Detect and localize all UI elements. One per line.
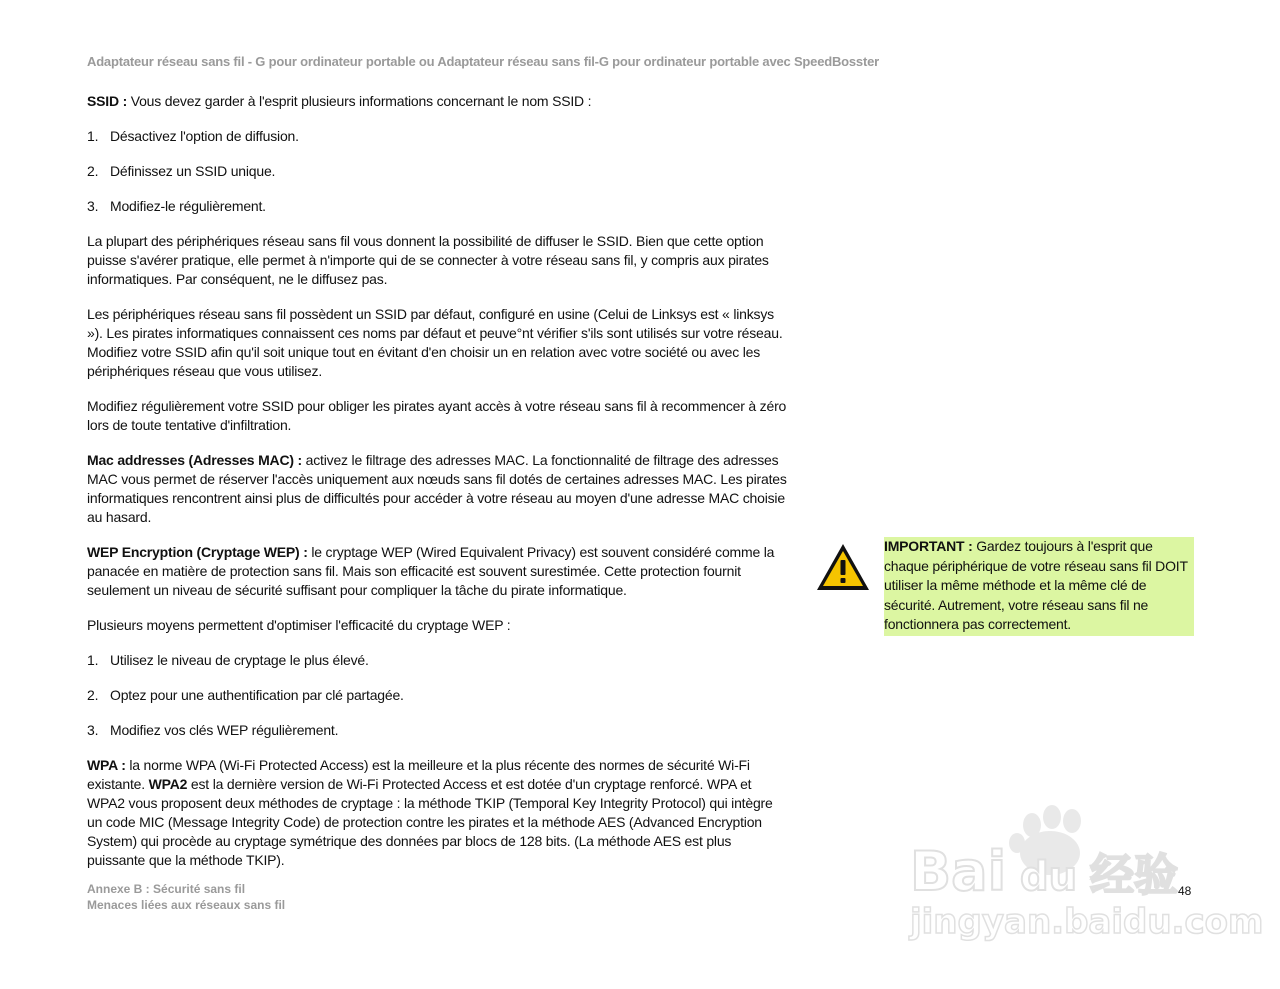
list-number: 3. — [87, 722, 99, 738]
ssid-change-paragraph: Modifiez régulièrement votre SSID pour obliger les pirates ayant accès à votre réseau sans fil à recommencer à zéro lors de toute tentative d'infiltration. — [87, 398, 787, 433]
list-text: Désactivez l'option de diffusion. — [110, 128, 299, 144]
list-item — [87, 197, 787, 216]
wep-text: le cryptage WEP (Wired Equivalent Privacy) est souvent considéré comme la panacée en matière de protection sans fil. Mais son efficacité est souvent surestimée. Cette protection fournit seulement un niveau de sécurité suffisant pour compliquer la tâche du pirate informatique. — [87, 544, 775, 598]
wep-lead: WEP Encryption (Cryptage WEP) : — [87, 544, 308, 560]
important-note — [884, 537, 1194, 636]
list-number: 2. — [87, 163, 99, 179]
wpa2-lead: WPA2 — [148, 776, 188, 792]
mac-lead: Mac addresses (Adresses MAC) : — [87, 452, 302, 468]
ssid-broadcast-paragraph: La plupart des périphériques réseau sans fil vous donnent la possibilité de diffuser le SSID. Bien que cette option puisse s'avérer pratique, elle permet à n'importe qui de se connecter à votre réseau sans fil, y compris aux pirates informatiques. Par conséquent, ne le diffusez pas. — [87, 233, 769, 287]
svg-text:Bai: Bai — [910, 840, 1007, 903]
wpa-lead: WPA : — [87, 757, 126, 773]
ssid-text: Vous devez garder à l'esprit plusieurs informations concernant le nom SSID : — [127, 93, 592, 109]
page-header: Adaptateur réseau sans fil - G pour ordinateur portable ou Adaptateur réseau sans fil-G pour ordinateur portable avec SpeedBosster — [87, 54, 879, 69]
page-footer — [87, 881, 285, 913]
wep-intro: Plusieurs moyens permettent d'optimiser l'efficacité du cryptage WEP : — [87, 617, 511, 633]
list-number: 2. — [87, 687, 99, 703]
main-content — [87, 92, 787, 870]
warning-triangle-icon — [815, 542, 871, 592]
list-text: Définissez un SSID unique. — [110, 163, 276, 179]
list-text: Utilisez le niveau de cryptage le plus élevé. — [110, 652, 369, 668]
baidu-watermark-logo — [900, 795, 1264, 945]
list-item — [87, 686, 787, 705]
list-text: Modifiez vos clés WEP régulièrement. — [110, 722, 339, 738]
list-item — [87, 127, 787, 146]
note-lead: IMPORTANT : — [884, 538, 973, 554]
list-number: 3. — [87, 198, 99, 214]
ssid-lead: SSID : — [87, 93, 128, 109]
ssid-default-paragraph: Les périphériques réseau sans fil possèdent un SSID par défaut, configuré en usine (Celui de Linksys est « linksys »). Les pirates informatiques connaissent ces noms par défaut et peuve°nt vérifier s'ils sont utilisés sur votre réseau. Modifiez votre SSID afin qu'il soit unique tout en évitant d'en choisir un en relation avec votre société ou avec les périphériques réseau que vous utilisez. — [87, 306, 783, 379]
wep-paragraph — [87, 543, 787, 600]
svg-text:du: du — [1020, 854, 1078, 900]
list-text: Optez pour une authentification par clé partagée. — [110, 687, 404, 703]
note-text: Gardez toujours à l'esprit que chaque périphérique de votre réseau sans fil DOIT utiliser la même méthode et la même clé de sécurité. Autrement, votre réseau sans fil ne fonctionnera pas correctement. — [884, 538, 1188, 632]
page-number: 48 — [1178, 884, 1192, 898]
list-item — [87, 651, 787, 670]
list-number: 1. — [87, 652, 99, 668]
wpa2-text: est la dernière version de Wi-Fi Protected Access et est dotée d'un cryptage renforcé. WPA et WPA2 vous proposent deux méthodes de cryptage : la méthode TKIP (Temporal Key Integrity Protocol) qui intègre un code MIC (Message Integrity Code) de protection contre les pirates et la méthode AES (Advanced Encryption System) qui procède au cryptage symétrique des données par blocs de 128 bits. (La méthode AES est plus puissante que la méthode TKIP). — [87, 776, 773, 868]
list-number: 1. — [87, 128, 99, 144]
list-item — [87, 721, 787, 740]
wpa-text: la norme WPA (Wi-Fi Protected Access) est la meilleure et la plus récente des normes de sécurité Wi-Fi existante. — [87, 757, 750, 792]
footer-subsection: Menaces liées aux réseaux sans fil — [87, 898, 286, 912]
wpa-paragraph — [87, 756, 787, 870]
ssid-paragraph — [87, 92, 787, 111]
mac-text: activez le filtrage des adresses MAC. La fonctionnalité de filtrage des adresses MAC vous permet de réserver l'accès uniquement aux nœuds sans fil dotés de certaines adresses MAC. Les pirates informatiques rencontrent ainsi plus de difficultés pour accéder à votre réseau au moyen d'une adresse MAC choisie au hasard. — [87, 452, 787, 525]
list-text: Modifiez-le régulièrement. — [110, 198, 266, 214]
mac-paragraph — [87, 451, 787, 527]
footer-section: Annexe B : Sécurité sans fil — [87, 882, 246, 896]
svg-text:经验: 经验 — [1090, 850, 1178, 901]
svg-text:jingyan.baidu.com: jingyan.baidu.com — [910, 902, 1264, 942]
list-item — [87, 162, 787, 181]
